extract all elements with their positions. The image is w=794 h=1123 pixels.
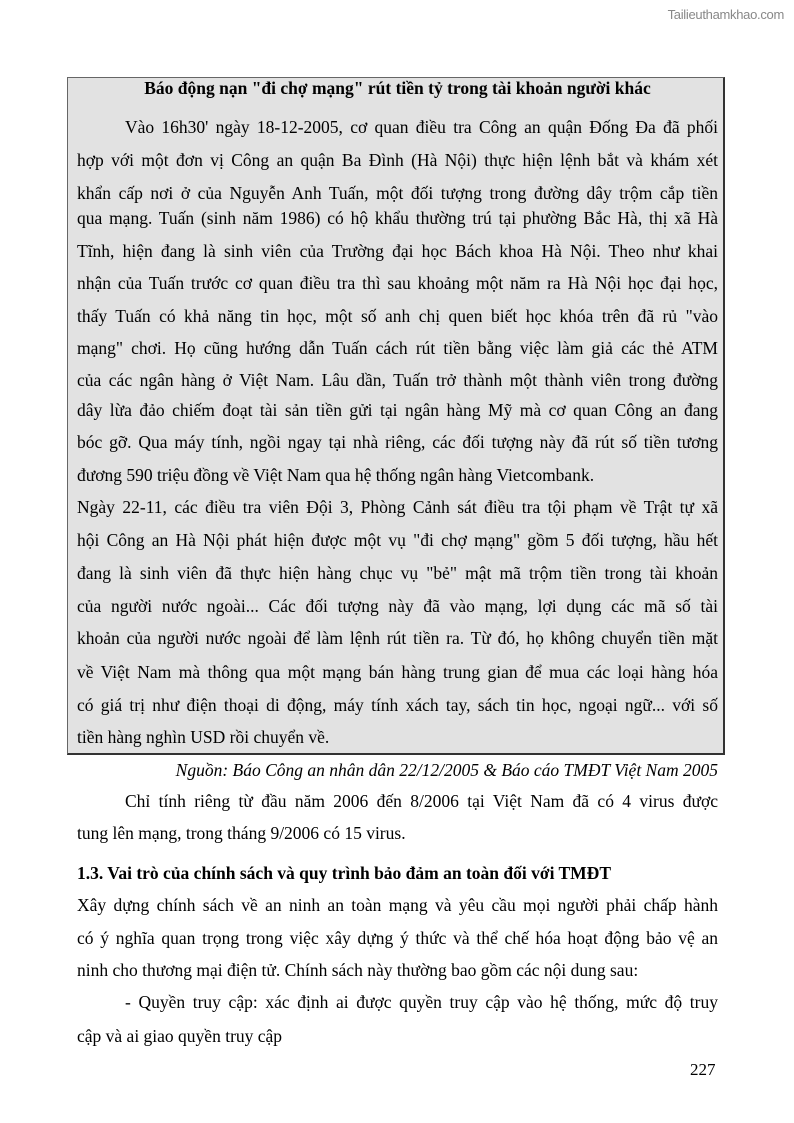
box-line: của các ngân hàng ở Việt Nam. Lâu dần, Tuấn trở thành một thành viên trong đường [77, 370, 718, 390]
para2-line: có ý nghĩa quan trọng trong việc xây dựng ý thức và thể chế hóa hoạt động bảo vệ an [77, 928, 718, 948]
para1-line: Chỉ tính riêng từ đầu năm 2006 đến 8/2006 tại Việt Nam đã có 4 virus được [125, 791, 718, 811]
para1-line: tung lên mạng, trong tháng 9/2006 có 15 virus. [77, 823, 406, 843]
page-number: 227 [690, 1060, 716, 1079]
box-line: Ngày 22-11, các điều tra viên Đội 3, Phòng Cảnh sát điều tra tội phạm về Trật tự xã [77, 497, 718, 517]
box-line: đương 590 triệu đồng về Việt Nam qua hệ thống ngân hàng Vietcombank. [77, 465, 595, 485]
box-line: khoản của người nước ngoài để làm lệnh rút tiền ra. Từ đó, họ không chuyển tiền mặt [77, 628, 718, 648]
box-line: mạng" chơi. Họ cũng hướng dẫn Tuấn cách rút tiền bằng việc làm giả các thẻ ATM [77, 338, 718, 358]
box-line: thấy Tuấn có khả năng tin học, một số anh chị quen biết học khóa trên đã rủ "vào [77, 306, 718, 326]
box-line: có giá trị như điện thoại di động, máy tính xách tay, sách tin học, ngoại ngữ... với số [77, 695, 718, 715]
box-line: hợp với một đơn vị Công an quận Ba Đình (Hà Nội) thực hiện lệnh bắt và khám xét [77, 150, 718, 170]
watermark: Tailieuthamkhao.com [667, 7, 784, 22]
box-line: Vào 16h30' ngày 18-12-2005, cơ quan điều tra Công an quận Đống Đa đã phối [125, 117, 718, 137]
box-line: nhận của Tuấn trước cơ quan điều tra thì sau khoảng một năm ra Hà Nội học đại học, [77, 273, 718, 293]
box-line: tiền hàng nghìn USD rồi chuyển về. [77, 727, 330, 747]
box-line: của người nước ngoài... Các đối tượng này đã vào mạng, lợi dụng các mã số tài [77, 596, 718, 616]
box-line: qua mạng. Tuấn (sinh năm 1986) có hộ khẩu thường trú tại phường Bắc Hà, thị xã Hà [77, 208, 718, 228]
para3-line: - Quyền truy cập: xác định ai được quyền truy cập vào hệ thống, mức độ truy [125, 992, 718, 1012]
section-heading: 1.3. Vai trò của chính sách và quy trình bảo đảm an toàn đối với TMĐT [77, 863, 611, 883]
para2-line: Xây dựng chính sách về an ninh an toàn mạng và yêu cầu mọi người phải chấp hành [77, 895, 718, 915]
box-line: đang là sinh viên đã thực hiện hàng chục vụ "bẻ" mật mã trộm tiền trong tài khoản [77, 563, 718, 583]
box-line: dây lừa đảo chiếm đoạt tài sản tiền gửi tại ngân hàng Mỹ mà cơ quan Công an đang [77, 400, 718, 420]
para2-line: ninh cho thương mại điện tử. Chính sách này thường bao gồm các nội dung sau: [77, 960, 639, 980]
box-line: bóc gỡ. Qua máy tính, ngồi ngay tại nhà riêng, các đối tượng này đã rút số tiền tương [77, 432, 718, 452]
box-line: hội Công an Hà Nội phát hiện được một vụ "đi chợ mạng" gồm 5 đối tượng, hầu hết [77, 530, 718, 550]
box-line: Tĩnh, hiện đang là sinh viên của Trường đại học Bách khoa Hà Nội. Theo như khai [77, 241, 718, 261]
box-line: khẩn cấp nơi ở của Nguyễn Anh Tuấn, một đối tượng trong đường dây trộm cắp tiền [77, 183, 718, 203]
box-title: Báo động nạn "đi chợ mạng" rút tiền tỷ trong tài khoản người khác [144, 78, 651, 98]
para3-line: cập và ai giao quyền truy cập [77, 1026, 283, 1046]
source-citation: Nguồn: Báo Công an nhân dân 22/12/2005 & Báo cáo TMĐT Việt Nam 2005 [175, 760, 718, 780]
box-line: về Việt Nam mà thông qua một mạng bán hàng trung gian để mua các loại hàng hóa [77, 662, 718, 682]
